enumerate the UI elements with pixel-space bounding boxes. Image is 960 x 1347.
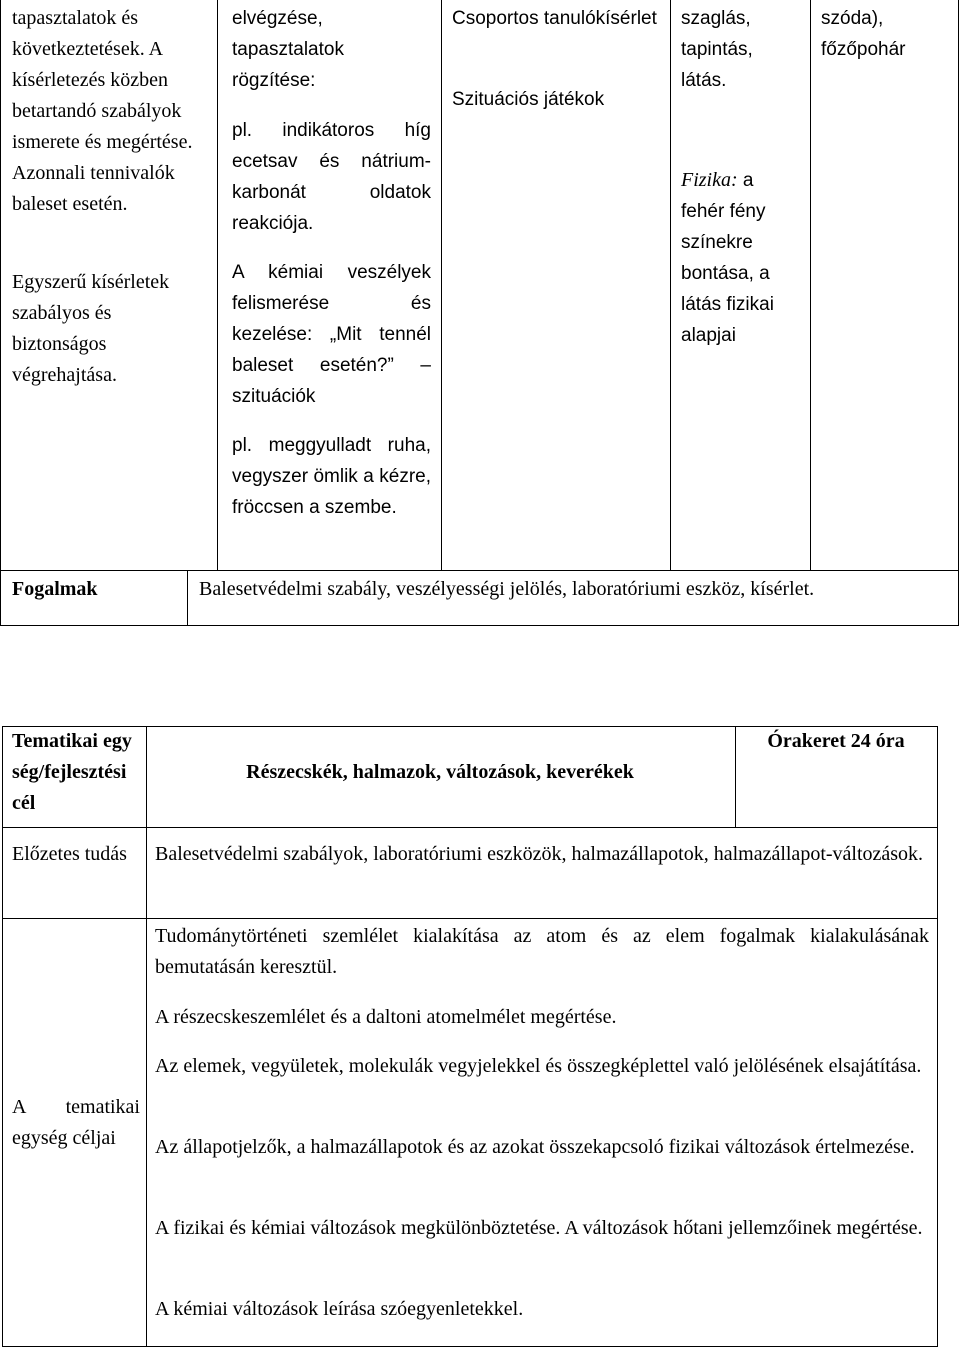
col3-group-experiment: Csoportos tanulókísérlet	[452, 8, 657, 29]
prior-knowledge-value: Balesetvédelmi szabályok, laboratóriumi eszközök, halmazállapotok, halmazállapot-változások.	[155, 843, 924, 865]
prior-knowledge-label: Előzetes tudás	[12, 843, 127, 865]
col1-results-text: tapasztalatok és következtetések. A kísérletezés közben betartandó szabályok ismerete és megértése. Azonnali tennivalók baleset esetén.	[12, 7, 193, 215]
goal-item: A fizikai és kémiai változások megkülönböztetése. A változások hőtani jellemzőinek megértése.	[155, 1217, 923, 1239]
concepts-label: Fogalmak	[12, 578, 98, 600]
col4-senses-text: szaglás, tapintás, látás.	[681, 8, 753, 91]
goal-item: Az állapotjelzők, a halmazállapotok és az azokat összekapcsoló fizikai változások értelmezése.	[155, 1136, 915, 1158]
col2-example-indicator: pl. indikátoros híg ecetsav és nátrium-karbonát oldatok reakciója.	[232, 120, 431, 234]
col2-example-accidents: pl. meggyulladt ruha, vegyszer ömlik a kézre, fröccsen a szembe.	[232, 435, 431, 518]
physics-label: Fizika:	[681, 169, 738, 191]
col2-hazards-text: A kémiai veszélyek felismerése és kezelése: „Mit tennél baleset esetén?” – szituációk	[232, 262, 431, 407]
goal-item: A kémiai változások leírása szóegyenletekkel.	[155, 1298, 524, 1320]
col4-physics-text	[681, 165, 801, 351]
goal-item: A részecskeszemlélet és a daltoni atomelmélet megértése.	[155, 1006, 617, 1028]
col1-experiments-text: Egyszerű kísérletek szabályos és biztonságos végrehajtása.	[12, 271, 170, 386]
col2-intro-text: elvégzése, tapasztalatok rögzítése:	[232, 8, 344, 91]
physics-description: a fehér fény színekre bontása, a látás fizikai alapjai	[681, 170, 774, 346]
goal-item: Az elemek, vegyületek, molekulák vegyjelekkel és összegképlettel való jelölésének elsajátítása.	[155, 1055, 922, 1077]
unit-title: Részecskék, halmazok, változások, keverékek	[246, 761, 634, 783]
unit-label: Tematikai egység/fejlesztési cél	[12, 730, 132, 814]
hours-frame: Órakeret 24 óra	[767, 730, 905, 752]
col5-equipment-text: szóda), főzőpohár	[821, 8, 906, 60]
goal-item: Tudománytörténeti szemlélet kialakítása az atom és az elem fogalmak kialakulásának bemutatásán keresztül.	[155, 925, 929, 978]
goals-label: A tematikai egység céljai	[12, 1096, 140, 1149]
concepts-value: Balesetvédelmi szabály, veszélyességi jelölés, laboratóriumi eszköz, kísérlet.	[199, 578, 815, 600]
col3-situation-games: Szituációs játékok	[452, 89, 605, 110]
